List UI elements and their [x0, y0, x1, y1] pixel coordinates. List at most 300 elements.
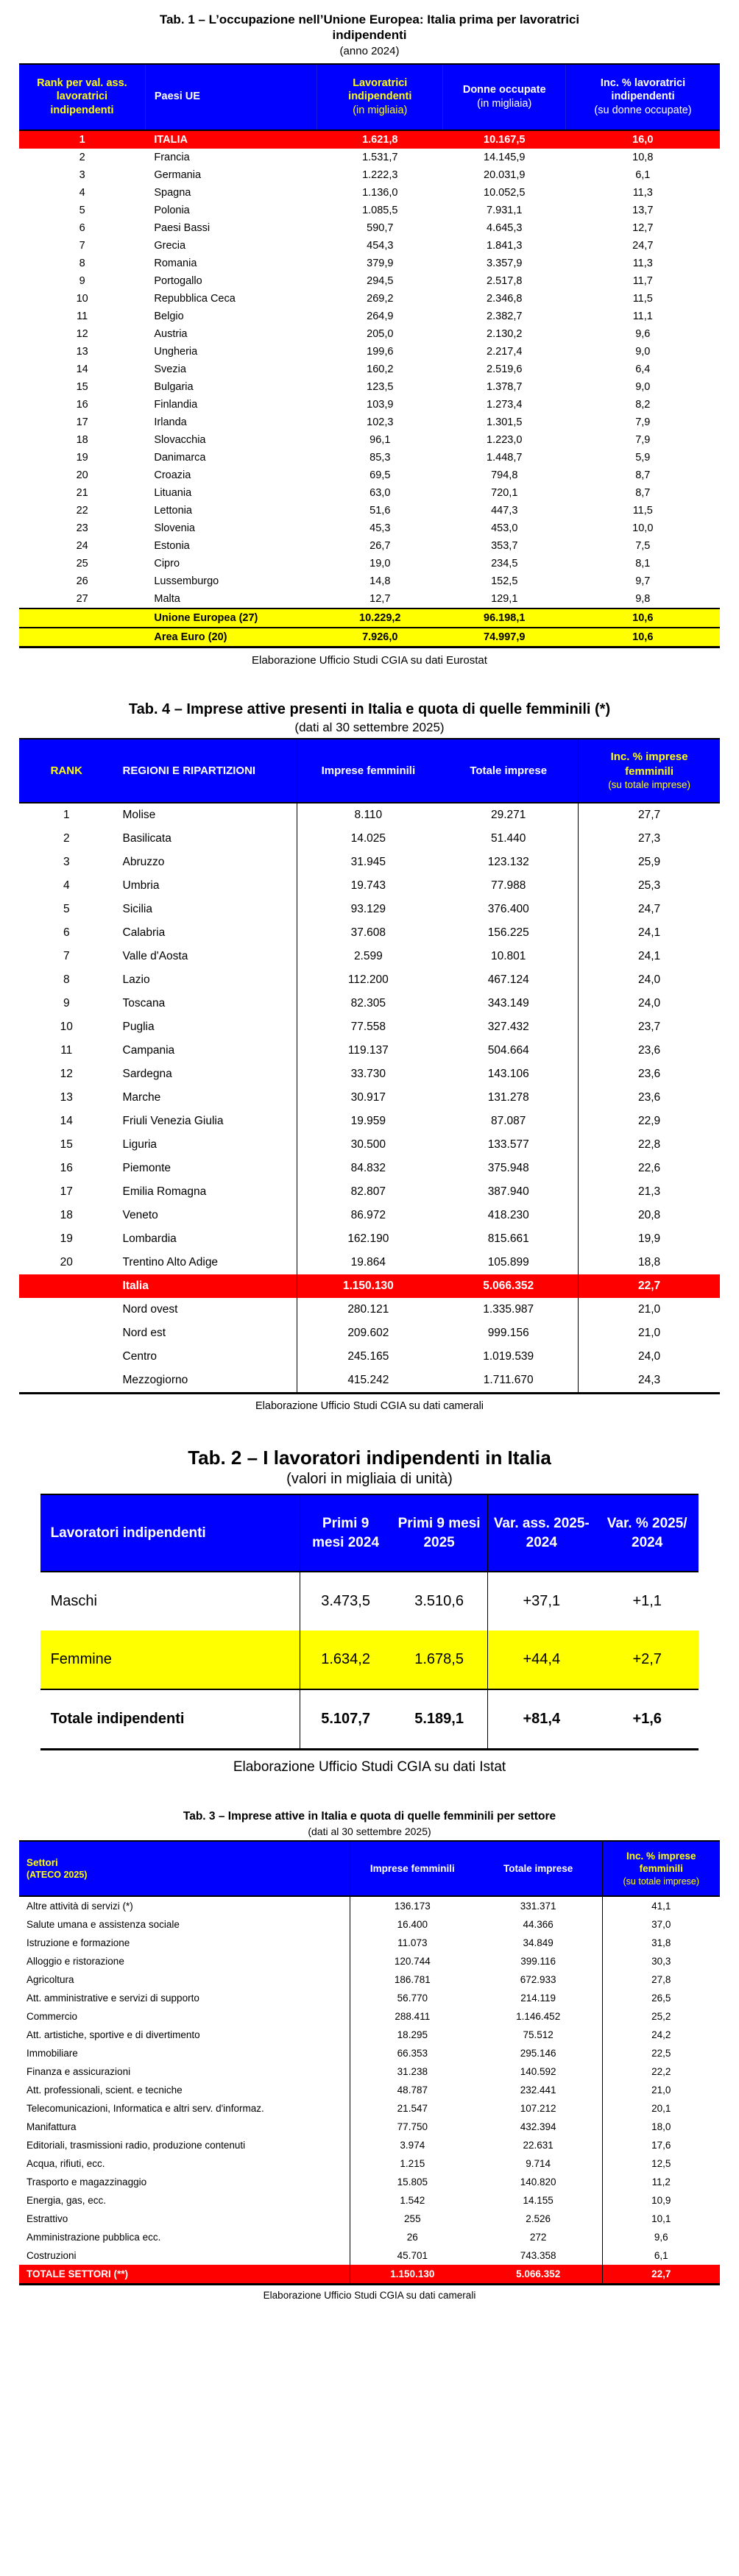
table-row [19, 1934, 720, 1952]
table-cell: 18,8 [579, 1251, 720, 1274]
table-row [19, 590, 720, 608]
table-cell: 11,7 [632, 275, 653, 288]
table-cell: 743.358 [520, 2250, 556, 2262]
column-header: Lavoratori indipendenti [40, 1494, 300, 1572]
table-row [19, 2099, 720, 2118]
column-header: Imprese femminili [297, 739, 439, 803]
table-cell: 25 [76, 558, 88, 570]
table3-source: Elaborazione Ufficio Studi CGIA su dati camerali [263, 2290, 476, 2302]
table-row [19, 166, 720, 184]
table-cell: Finanza e assicurazioni [26, 2066, 131, 2078]
table-cell: 2 [63, 831, 70, 845]
table-cell: 327.432 [487, 1020, 529, 1033]
table-row [19, 272, 720, 290]
table-cell: 1.711.670 [439, 1369, 578, 1394]
table-cell: 7.926,0 [317, 628, 443, 647]
table-row [19, 1952, 720, 1970]
table-cell: 11 [60, 1043, 73, 1057]
table-row [19, 414, 720, 431]
table-cell: Toscana [122, 996, 166, 1010]
table-cell: 123.132 [487, 855, 529, 868]
table-cell: Altre attività di servizi (*) [26, 1901, 133, 1912]
table-cell: 11,3 [632, 187, 653, 199]
table-cell: 30.500 [297, 1133, 439, 1157]
sectors-table [19, 1840, 720, 2285]
table-cell: 205,0 [367, 328, 394, 341]
table-cell: 48.787 [350, 2081, 474, 2099]
table-cell: 18.295 [350, 2026, 474, 2044]
table-cell: 85,3 [370, 452, 391, 464]
table-cell: 295.146 [520, 2048, 556, 2059]
table-cell: 7,9 [635, 434, 651, 447]
table-cell: 8.110 [297, 803, 439, 827]
table-cell: 24,1 [579, 921, 720, 945]
table-cell: 103,9 [367, 399, 394, 411]
table-cell: 9,8 [635, 593, 651, 606]
table-cell: 504.664 [487, 1043, 529, 1057]
table-cell: Sardegna [122, 1067, 172, 1080]
header-row [19, 64, 720, 131]
table-row [19, 968, 720, 992]
table-cell: 107.212 [520, 2103, 556, 2115]
table-cell: 66.353 [350, 2044, 474, 2062]
table-row [19, 2265, 720, 2285]
table-row [40, 1689, 699, 1750]
table-row [19, 2173, 720, 2191]
table-cell: 16.400 [350, 1915, 474, 1934]
table-cell: 74.997,9 [443, 628, 566, 647]
table-cell: 11 [77, 311, 88, 323]
table-cell: 34.849 [523, 1937, 554, 1949]
table-cell: 18 [60, 1208, 73, 1221]
table-cell: 21.547 [350, 2099, 474, 2118]
table-cell: Irlanda [154, 416, 187, 429]
table-cell: 399.116 [520, 1956, 556, 1968]
table-row [19, 184, 720, 202]
table-cell: 77.750 [350, 2118, 474, 2136]
table-row [19, 378, 720, 396]
table-cell: 209.602 [297, 1321, 439, 1345]
table-cell: 14 [60, 1114, 73, 1127]
table-row [19, 1321, 720, 1345]
table-row [40, 1631, 699, 1689]
column-header: Primi 9 mesi 2025 [392, 1494, 488, 1572]
table-cell: 3.510,6 [414, 1593, 464, 1610]
table-cell: 1.150.130 [297, 1274, 439, 1298]
table-cell: Sicilia [122, 902, 152, 915]
table-cell: Portogallo [154, 275, 202, 288]
table-cell: 9,6 [602, 2228, 720, 2246]
table-row [19, 290, 720, 308]
table-cell: 21,3 [579, 1180, 720, 1204]
table-cell: Lazio [122, 973, 150, 986]
table-cell: 75.512 [523, 2029, 554, 2041]
table-cell [19, 628, 145, 647]
header-row [19, 1841, 720, 1896]
table-cell: 22,7 [602, 2265, 720, 2285]
table-cell: 143.106 [487, 1067, 529, 1080]
table-cell: 30.917 [297, 1086, 439, 1110]
table-cell: 24,2 [602, 2026, 720, 2044]
table-cell: Campania [122, 1043, 175, 1057]
table-cell: Lombardia [122, 1232, 177, 1245]
table-row [19, 874, 720, 898]
table-cell: 8,2 [635, 399, 651, 411]
table-cell: 288.411 [350, 2007, 474, 2026]
table-cell: 418.230 [487, 1208, 529, 1221]
table-cell: 15.805 [350, 2173, 474, 2191]
column-header: Totale imprese [475, 1841, 602, 1896]
table-cell: 331.371 [520, 1901, 556, 1912]
table-cell: 9,6 [635, 328, 651, 341]
table-cell: 3 [63, 855, 70, 868]
table-row [19, 1133, 720, 1157]
table-cell: 214.119 [520, 1993, 556, 2004]
table-cell: 23,7 [579, 1015, 720, 1039]
table-cell: Slovacchia [154, 434, 206, 447]
table-row [19, 1039, 720, 1062]
table-cell: 415.242 [297, 1369, 439, 1394]
table-row [19, 431, 720, 449]
table-cell: Estrattivo [26, 2213, 68, 2225]
table-cell: 25,9 [579, 851, 720, 874]
table-cell: 56.770 [350, 1989, 474, 2007]
table-cell: 2.526 [526, 2213, 551, 2225]
table-cell: 232.441 [520, 2084, 556, 2096]
table-cell: 432.394 [520, 2121, 556, 2133]
table-cell: Agricoltura [26, 1974, 74, 1986]
table-cell: 280.121 [297, 1298, 439, 1321]
table-cell: 16 [76, 399, 88, 411]
table-cell: 379,9 [367, 258, 394, 270]
section-tab4 [19, 700, 720, 1412]
table2-source: Elaborazione Ufficio Studi CGIA su dati Istat [233, 1759, 506, 1775]
table-cell: Emilia Romagna [122, 1185, 207, 1198]
table-cell: 1.542 [350, 2191, 474, 2210]
table-cell: 6 [63, 926, 70, 939]
table-cell: 129,1 [491, 593, 518, 606]
table-cell: 999.156 [487, 1326, 529, 1339]
table-cell: 8 [63, 973, 70, 986]
table-row [19, 1062, 720, 1086]
table-cell: 199,6 [367, 346, 394, 358]
table-cell: Alloggio e ristorazione [26, 1956, 124, 1968]
table-row [19, 608, 720, 628]
table-cell: 1.678,5 [392, 1631, 488, 1689]
table-cell: Amministrazione pubblica ecc. [26, 2232, 161, 2243]
table-cell: 234,5 [491, 558, 518, 570]
table-row [19, 1915, 720, 1934]
table-cell: 590,7 [367, 222, 394, 235]
table-row [19, 628, 720, 647]
table-cell: 18,0 [602, 2118, 720, 2136]
table-cell: 24,0 [579, 992, 720, 1015]
table-cell: 25,3 [579, 874, 720, 898]
column-header: Inc. % lavoratrici indipendenti (su donne occupate) [566, 64, 720, 131]
table-row [19, 2081, 720, 2099]
table-cell: 7,5 [635, 540, 651, 553]
table-cell: 1 [19, 130, 145, 149]
table-row [19, 2026, 720, 2044]
table-row [19, 149, 720, 166]
table-cell: 10.052,5 [484, 187, 526, 199]
table-cell: 21,0 [602, 2081, 720, 2099]
table-cell: 1.215 [350, 2154, 474, 2173]
table-cell: 447,3 [491, 505, 518, 517]
table-cell: 1.841,3 [487, 240, 523, 252]
table-row [19, 130, 720, 149]
table-cell: 3 [79, 169, 85, 182]
table-cell: 12 [60, 1067, 73, 1080]
column-header: Primi 9 mesi 2024 [300, 1494, 391, 1572]
header-row [40, 1494, 699, 1572]
table-cell: 22,5 [602, 2044, 720, 2062]
table-cell: 11,1 [632, 311, 653, 323]
table-cell: 140.820 [520, 2176, 556, 2188]
table-cell: Salute umana e assistenza sociale [26, 1919, 180, 1931]
table2-title: Tab. 2 – I lavoratori indipendenti in Italia [188, 1446, 551, 1469]
table-row [40, 1572, 699, 1631]
table-cell: 264,9 [367, 311, 394, 323]
table-cell: 37,0 [602, 1915, 720, 1934]
table-cell: 87.087 [490, 1114, 526, 1127]
table-cell: 11,2 [602, 2173, 720, 2191]
table-cell: 11,3 [632, 258, 653, 270]
table-cell: 1.378,7 [487, 381, 523, 394]
table-cell: Centro [122, 1349, 158, 1363]
column-header: Totale imprese [439, 739, 578, 803]
table-cell: Molise [122, 808, 156, 821]
table-cell: 77.988 [490, 879, 526, 892]
table-cell: 353,7 [491, 540, 518, 553]
table-cell: Romania [154, 258, 197, 270]
table-cell: 140.592 [520, 2066, 556, 2078]
table-cell: 1 [63, 808, 70, 821]
table-cell: 8,1 [635, 558, 651, 570]
table-cell: Germania [154, 169, 202, 182]
table-cell: 1.634,2 [300, 1631, 391, 1689]
table3-subtitle: (dati al 30 settembre 2025) [308, 1825, 431, 1837]
table-cell: 23,6 [579, 1086, 720, 1110]
table-cell: 1.335.987 [483, 1302, 534, 1316]
table-cell: Croazia [154, 469, 191, 482]
table-cell: Ungheria [154, 346, 198, 358]
table-cell: 31,8 [602, 1934, 720, 1952]
table-cell: 21,0 [579, 1298, 720, 1321]
table-row [19, 851, 720, 874]
table-cell: 102,3 [367, 416, 394, 429]
table-cell: 17,6 [602, 2136, 720, 2154]
table-row [19, 2246, 720, 2265]
table-cell: 10.167,5 [443, 130, 566, 149]
table-cell: Marche [122, 1090, 161, 1104]
table-cell: +44,4 [487, 1631, 595, 1689]
table-cell: 9.714 [526, 2158, 551, 2170]
table-cell: 5 [79, 205, 85, 217]
table-cell: Editoriali, trasmissioni radio, produzione contenuti [26, 2140, 246, 2151]
table-row [19, 2062, 720, 2081]
table-cell: 23 [76, 522, 88, 535]
table-row [19, 1274, 720, 1298]
table-cell: 10,6 [566, 608, 720, 628]
table-row [19, 1086, 720, 1110]
table-row [19, 484, 720, 502]
table-cell: Repubblica Ceca [154, 293, 236, 305]
table-cell: 272 [529, 2232, 547, 2243]
table-row [19, 325, 720, 343]
table-cell: ITALIA [145, 130, 317, 149]
table-cell: 27,3 [579, 827, 720, 851]
table-row [19, 343, 720, 361]
table-cell: 22 [76, 505, 88, 517]
table-cell: 24,0 [579, 1345, 720, 1369]
table-cell: 22,6 [579, 1157, 720, 1180]
table-row [19, 2007, 720, 2026]
table-cell: Att. amministrative e servizi di supporto [26, 1993, 199, 2004]
table-cell: 24,3 [579, 1369, 720, 1394]
table-cell: Att. artistiche, sportive e di divertimento [26, 2029, 200, 2041]
header-row [19, 739, 720, 803]
table-cell: 22,7 [579, 1274, 720, 1298]
table-cell: 10.801 [490, 949, 526, 962]
table-row [19, 1204, 720, 1227]
eu-countries-table [19, 63, 720, 649]
table-cell: Umbria [122, 879, 160, 892]
table-cell: 152,5 [491, 575, 518, 588]
table-cell: 25,2 [602, 2007, 720, 2026]
table-cell: 5.066.352 [439, 1274, 578, 1298]
table-cell: 20.031,9 [484, 169, 526, 182]
table-cell: 17 [76, 416, 88, 429]
table-cell: 294,5 [367, 275, 394, 288]
table-cell: Francia [154, 152, 190, 164]
table-cell: 18 [76, 434, 88, 447]
table-cell: 453,0 [491, 522, 518, 535]
table-row [19, 1157, 720, 1180]
table-cell: Danimarca [154, 452, 206, 464]
table-cell: 120.744 [350, 1952, 474, 1970]
table-cell: 672.933 [520, 1974, 556, 1986]
table-cell: 2.130,2 [487, 328, 523, 341]
table-cell: 3.473,5 [300, 1572, 391, 1631]
table-cell: Costruzioni [26, 2250, 77, 2262]
table-cell: 10 [76, 293, 88, 305]
table-cell: Immobiliare [26, 2048, 78, 2059]
table-cell: 51,6 [370, 505, 391, 517]
table-cell: 69,5 [370, 469, 391, 482]
table-cell: 22,9 [579, 1110, 720, 1133]
table-cell: 27,7 [579, 803, 720, 827]
table-row [19, 2210, 720, 2228]
table-cell: 1.222,3 [362, 169, 398, 182]
table4-source: Elaborazione Ufficio Studi CGIA su dati camerali [255, 1399, 484, 1412]
table-cell: 41,1 [602, 1896, 720, 1915]
table4-subtitle: (dati al 30 settembre 2025) [294, 720, 445, 735]
table-row [19, 1369, 720, 1394]
table-cell: 84.832 [297, 1157, 439, 1180]
table-cell: Commercio [26, 2011, 78, 2023]
table-row [19, 255, 720, 272]
table-cell: 21,0 [579, 1321, 720, 1345]
table-cell: 45.701 [350, 2246, 474, 2265]
table-cell: Slovenia [154, 522, 195, 535]
table-cell: 14.145,9 [484, 152, 526, 164]
column-header: Var. ass. 2025-2024 [487, 1494, 595, 1572]
table-cell: 7.931,1 [487, 205, 523, 217]
table-cell: 20,8 [579, 1204, 720, 1227]
table-cell: 19.959 [297, 1110, 439, 1133]
table-cell: 24,0 [579, 968, 720, 992]
table-row [19, 1110, 720, 1133]
table-cell [19, 1321, 114, 1345]
table-cell: 5,9 [635, 452, 651, 464]
table-cell: Liguria [122, 1138, 158, 1151]
table-cell: 20 [76, 469, 88, 482]
table-cell: 3.974 [350, 2136, 474, 2154]
table-cell: 387.940 [487, 1185, 529, 1198]
table-cell: 1.223,0 [487, 434, 523, 447]
table-cell: 2.517,8 [487, 275, 523, 288]
table-cell [19, 608, 145, 628]
table-cell: 82.807 [297, 1180, 439, 1204]
table-cell: 27,8 [602, 1970, 720, 1989]
table-cell: 10,9 [602, 2191, 720, 2210]
table-row [19, 1989, 720, 2007]
table-cell: 2.599 [297, 945, 439, 968]
table-cell: 15 [76, 381, 88, 394]
table-cell: Acqua, rifiuti, ecc. [26, 2158, 105, 2170]
table-cell: 9,0 [635, 346, 651, 358]
table-cell: 10,6 [566, 628, 720, 647]
table-cell: 82.305 [297, 992, 439, 1015]
table-cell: 11,5 [632, 293, 653, 305]
table-cell: 6,1 [602, 2246, 720, 2265]
table-cell: 96.198,1 [443, 608, 566, 628]
table-cell: 6 [79, 222, 85, 235]
table-cell: 13 [60, 1090, 73, 1104]
table-cell: Trentino Alto Adige [122, 1255, 219, 1269]
table1-source: Elaborazione Ufficio Studi CGIA su dati Eurostat [252, 654, 487, 667]
column-header: Inc. % imprese femminili (su totale imprese) [602, 1841, 720, 1896]
table-cell: 160,2 [367, 363, 394, 376]
table-cell: Bulgaria [154, 381, 194, 394]
table-row [19, 2118, 720, 2136]
table-cell: 1.085,5 [362, 205, 398, 217]
table-cell: 19,9 [579, 1227, 720, 1251]
table-cell: Malta [154, 593, 180, 606]
table-cell: Puglia [122, 1020, 155, 1033]
table-cell: 720,1 [491, 487, 518, 500]
table-row [19, 396, 720, 414]
table-cell: 29.271 [490, 808, 526, 821]
table-row [19, 1180, 720, 1204]
table-cell: 19.864 [297, 1251, 439, 1274]
table-cell: 467.124 [487, 973, 529, 986]
table-cell: Basilicata [122, 831, 172, 845]
table-cell: 5 [63, 902, 70, 915]
table-cell: 9 [63, 996, 70, 1010]
table-row [19, 237, 720, 255]
table-cell: +37,1 [487, 1572, 595, 1631]
table-cell: 22,2 [602, 2062, 720, 2081]
table-cell: 105.899 [487, 1255, 529, 1269]
section-tab2 [19, 1446, 720, 1776]
table-cell: 1.448,7 [487, 452, 523, 464]
table-cell: 5.189,1 [392, 1689, 488, 1750]
table-cell: Friuli Venezia Giulia [122, 1114, 224, 1127]
table-cell: 7,9 [635, 416, 651, 429]
table3-title: Tab. 3 – Imprese attive in Italia e quota di quelle femminili per settore [183, 1810, 556, 1823]
